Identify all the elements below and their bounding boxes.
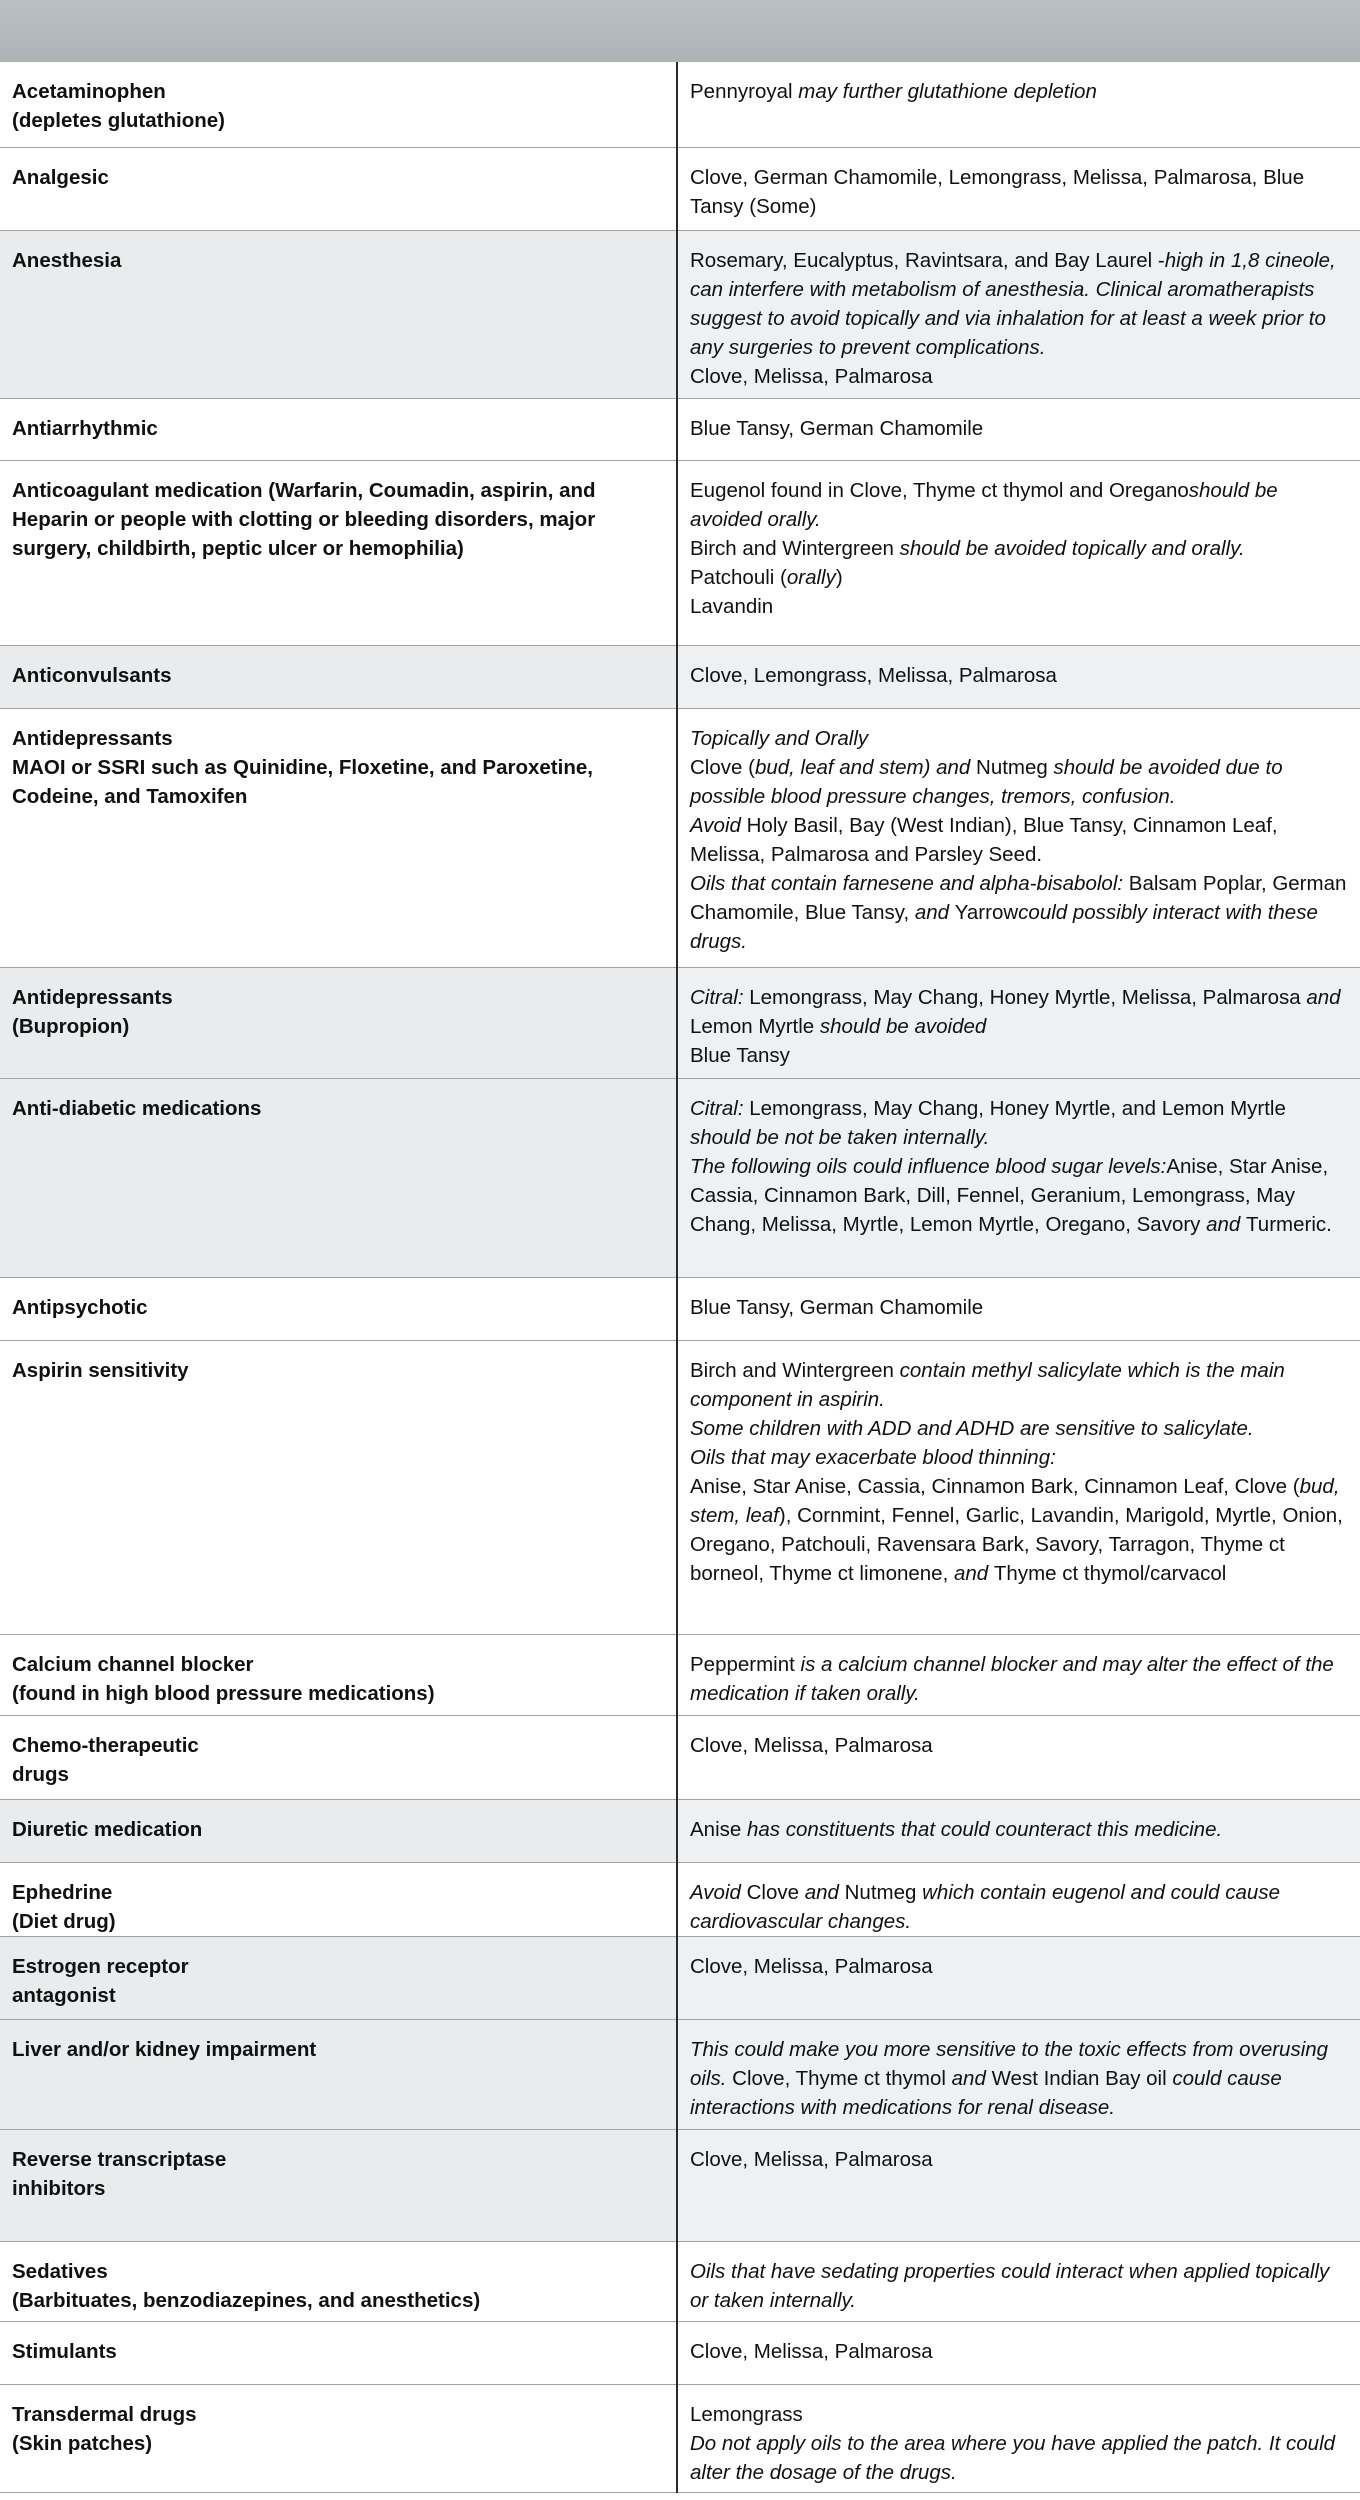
- note-italic-text: Do not apply oils to the area where you have applied the patch. It could alter the dosage of the drugs.: [690, 2431, 1336, 2484]
- interaction-note-cell: [677, 460, 1360, 645]
- interaction-note-cell: [677, 2241, 1360, 2321]
- drug-class-line: (Skin patches): [12, 2431, 153, 2455]
- note-text: Lemongrass, May Chang, Honey Myrtle, and Lemon Myrtle: [749, 1096, 1286, 1120]
- note-text: Holy Basil, Bay (West Indian), Blue Tansy, Cinnamon Leaf, Melissa, Palmarosa and Parsley Seed.: [690, 813, 1278, 866]
- table-row: [0, 398, 1360, 460]
- note-text: ): [835, 565, 843, 589]
- table-row: [0, 1715, 1360, 1799]
- drug-class-line: Anesthesia: [12, 248, 122, 272]
- drug-class-line: antagonist: [12, 1983, 116, 2007]
- interaction-note-cell: [677, 1340, 1360, 1634]
- note-paragraph: [690, 2035, 1348, 2122]
- note-italic-text: Topically and Orally: [690, 726, 869, 750]
- note-text: Thyme ct thymol/carvacol: [993, 1561, 1227, 1585]
- drug-class-line: (Barbituates, benzodiazepines, and anesthetics): [12, 2288, 481, 2312]
- note-italic-text: could possibly interact with these drugs.: [690, 900, 1318, 953]
- note-text: Clove, Melissa, Palmarosa: [690, 2147, 933, 2171]
- note-paragraph: [690, 246, 1348, 362]
- note-text: Peppermint: [690, 1652, 801, 1676]
- drug-class-line: Aspirin sensitivity: [12, 1358, 189, 1382]
- note-paragraph: [690, 2257, 1348, 2315]
- interaction-note-cell: [677, 2321, 1360, 2384]
- table-row: [0, 230, 1360, 398]
- interaction-note-cell: [677, 708, 1360, 967]
- note-paragraph: [690, 77, 1348, 106]
- table-row: [0, 1936, 1360, 2019]
- note-text: ), Cornmint, Fennel, Garlic, Lavandin, Marigold, Myrtle, Onion, Oregano, Patchouli, Ravensara Bark, Savory, Tarragon, Thyme ct borneol, Thyme ct limonene,: [690, 1503, 1343, 1585]
- table-row: [0, 645, 1360, 708]
- drug-class-line: inhibitors: [12, 2176, 106, 2200]
- note-text: Nutmeg: [844, 1880, 923, 1904]
- drug-class-line: Antidepressants: [12, 985, 173, 1009]
- drug-class-line: (Bupropion): [12, 1014, 130, 1038]
- drug-class-cell: [0, 230, 677, 398]
- note-italic-text: This could make you more sensitive to the toxic effects from overusing oils.: [690, 2037, 1329, 2090]
- drug-class-line: Antipsychotic: [12, 1295, 148, 1319]
- note-paragraph: [690, 811, 1348, 869]
- interaction-note-cell: [677, 967, 1360, 1078]
- note-paragraph: [690, 534, 1348, 563]
- note-paragraph: [690, 1650, 1348, 1708]
- drug-class-line: Analgesic: [12, 165, 109, 189]
- drug-class-line: Chemo-therapeutic: [12, 1733, 199, 1757]
- drug-class-cell: [0, 1277, 677, 1340]
- drug-class-line: Antidepressants: [12, 726, 173, 750]
- interaction-note-cell: [677, 1936, 1360, 2019]
- drug-class-cell: [0, 2384, 677, 2492]
- drug-class-line: Liver and/or kidney impairment: [12, 2037, 317, 2061]
- note-text: Clove: [746, 1880, 805, 1904]
- note-italic-text: and: [804, 1880, 845, 1904]
- note-text: Lemon Myrtle: [690, 1014, 820, 1038]
- note-text: Lemongrass, May Chang, Honey Myrtle, Melissa, Palmarosa: [749, 985, 1307, 1009]
- drug-class-line: Transdermal drugs: [12, 2402, 197, 2426]
- drug-class-line: Ephedrine: [12, 1880, 113, 1904]
- interaction-note-cell: [677, 1799, 1360, 1862]
- drug-class-line: Sedatives: [12, 2259, 108, 2283]
- note-paragraph: [690, 2400, 1348, 2429]
- note-paragraph: [690, 2145, 1348, 2174]
- note-italic-text: should be not be taken internally.: [690, 1125, 990, 1149]
- table-row: [0, 147, 1360, 230]
- drug-class-cell: [0, 147, 677, 230]
- drug-class-line: drugs: [12, 1762, 69, 1786]
- note-paragraph: [690, 1878, 1348, 1936]
- note-text: Yarrow: [954, 900, 1019, 924]
- note-paragraph: [690, 362, 1348, 391]
- note-italic-text: has constituents that could counteract this medicine.: [746, 1817, 1223, 1841]
- note-paragraph: [690, 2429, 1348, 2487]
- note-text: Blue Tansy: [690, 1043, 790, 1067]
- interaction-note-cell: [677, 1715, 1360, 1799]
- table-row: [0, 967, 1360, 1078]
- note-paragraph: [690, 414, 1348, 443]
- drug-class-cell: [0, 1340, 677, 1634]
- note-text: Anise, Star Anise, Cassia, Cinnamon Bark, Dill, Fennel, Geranium, Lemongrass, May Chang, Melissa, Myrtle, Lemon Myrtle, Oregano, Savory: [690, 1154, 1329, 1236]
- drug-class-cell: [0, 967, 677, 1078]
- note-italic-text: is a calcium channel blocker and may alter the effect of the medication if taken orally.: [690, 1652, 1334, 1705]
- note-italic-text: and: [914, 900, 955, 924]
- drug-class-cell: [0, 2019, 677, 2129]
- note-italic-text: should be avoided due to possible blood pressure changes, tremors, confusion.: [690, 755, 1283, 808]
- table-body: [0, 62, 1360, 2492]
- note-italic-text: which contain eugenol and could cause cardiovascular changes.: [690, 1880, 1280, 1933]
- note-paragraph: [690, 753, 1348, 811]
- note-text: Anise: [690, 1817, 747, 1841]
- interaction-note-cell: [677, 645, 1360, 708]
- interaction-note-cell: [677, 2129, 1360, 2241]
- note-paragraph: [690, 592, 1348, 621]
- note-paragraph: [690, 1472, 1348, 1588]
- note-text: Clove, Melissa, Palmarosa: [690, 1733, 933, 1757]
- note-paragraph: [690, 869, 1348, 956]
- drug-class-line: Reverse transcriptase: [12, 2147, 227, 2171]
- drug-class-line: MAOI or SSRI such as Quinidine, Floxetine, and Paroxetine, Codeine, and Tamoxifen: [12, 755, 593, 808]
- note-italic-text: should be avoided topically and orally.: [899, 536, 1245, 560]
- interaction-note-cell: [677, 2019, 1360, 2129]
- drug-class-cell: [0, 1715, 677, 1799]
- table-row: [0, 460, 1360, 645]
- note-text: Eugenol found in Clove, Thyme ct thymol and Oregano: [690, 478, 1189, 502]
- table-row: [0, 708, 1360, 967]
- note-text: Pennyroyal: [690, 80, 799, 103]
- interaction-note-cell: [677, 62, 1360, 147]
- table-row: [0, 2321, 1360, 2384]
- drug-class-line: Stimulants: [12, 2339, 117, 2363]
- drug-class-cell: [0, 645, 677, 708]
- drug-class-cell: [0, 2129, 677, 2241]
- note-paragraph: [690, 1152, 1348, 1239]
- note-text: Birch and Wintergreen: [690, 536, 900, 560]
- note-paragraph: [690, 1414, 1348, 1443]
- note-text: Blue Tansy, German Chamomile: [690, 1295, 984, 1319]
- note-text: West Indian Bay oil: [991, 2066, 1173, 2090]
- note-italic-text: and: [1206, 1212, 1247, 1236]
- note-paragraph: [690, 1356, 1348, 1414]
- note-paragraph: [690, 1443, 1348, 1472]
- drug-class-line: Anticoagulant medication (Warfarin, Coumadin, aspirin, and Heparin or people with clotting or bleeding disorders, major surgery, childbirth, peptic ulcer or hemophilia): [12, 478, 596, 560]
- note-italic-text: and: [951, 2066, 992, 2090]
- interaction-note-cell: [677, 147, 1360, 230]
- drug-class-cell: [0, 2241, 677, 2321]
- note-paragraph: [690, 1293, 1348, 1322]
- note-paragraph: [690, 1731, 1348, 1760]
- table-row: [0, 2384, 1360, 2492]
- note-italic-text: orally: [786, 565, 836, 589]
- note-paragraph: [690, 476, 1348, 534]
- note-italic-text: should be avoided: [819, 1014, 987, 1038]
- drug-interaction-table: [0, 62, 1360, 2493]
- drug-class-line: (Diet drug): [12, 1909, 116, 1933]
- note-text: Lavandin: [690, 594, 774, 618]
- note-italic-text: Citral:: [690, 985, 750, 1009]
- drug-class-cell: [0, 398, 677, 460]
- table-row: [0, 2019, 1360, 2129]
- note-text: Patchouli (: [690, 565, 787, 589]
- note-italic-text: Avoid: [690, 813, 747, 837]
- note-paragraph: [690, 2337, 1348, 2366]
- drug-class-line: (found in high blood pressure medications): [12, 1681, 435, 1705]
- note-paragraph: [690, 1952, 1348, 1981]
- note-italic-text: bud, leaf and stem) and: [754, 755, 977, 779]
- note-text: Clove, Melissa, Palmarosa: [690, 364, 933, 388]
- drug-class-line: Antiarrhythmic: [12, 416, 158, 440]
- note-paragraph: [690, 1815, 1348, 1844]
- drug-class-cell: [0, 708, 677, 967]
- note-italic-text: Citral:: [690, 1096, 750, 1120]
- note-italic-text: contain methyl salicylate which is the main component in aspirin.: [690, 1358, 1285, 1411]
- interaction-note-cell: [677, 1862, 1360, 1936]
- interaction-note-cell: [677, 1078, 1360, 1277]
- drug-class-cell: [0, 1078, 677, 1277]
- note-text: Clove, Lemongrass, Melissa, Palmarosa: [690, 663, 1057, 687]
- table-row: [0, 1634, 1360, 1715]
- drug-class-line: Acetaminophen: [12, 80, 166, 103]
- note-text: Clove, German Chamomile, Lemongrass, Melissa, Palmarosa, Blue Tansy (Some): [690, 165, 1305, 218]
- drug-class-cell: [0, 62, 677, 147]
- table-row: [0, 1277, 1360, 1340]
- drug-class-cell: [0, 1799, 677, 1862]
- table-row: [0, 1078, 1360, 1277]
- note-text: Lemongrass: [690, 2402, 803, 2426]
- note-text: Birch and Wintergreen: [690, 1358, 900, 1382]
- note-paragraph: [690, 983, 1348, 1041]
- table-header-bar: [0, 0, 1360, 62]
- interaction-note-cell: [677, 1634, 1360, 1715]
- table-row: [0, 62, 1360, 147]
- note-italic-text: Oils that contain farnesene and alpha-bisabolol:: [690, 871, 1129, 895]
- note-italic-text: may further glutathione depletion: [798, 80, 1097, 103]
- drug-class-cell: [0, 1862, 677, 1936]
- table-row: [0, 2241, 1360, 2321]
- note-italic-text: should be avoided orally.: [690, 478, 1278, 531]
- note-italic-text: Oils that have sedating properties could interact when applied topically or taken internally.: [690, 2259, 1330, 2312]
- note-italic-text: could cause interactions with medications for renal disease.: [690, 2066, 1282, 2119]
- note-paragraph: [690, 661, 1348, 690]
- interaction-note-cell: [677, 230, 1360, 398]
- note-text: Clove, Melissa, Palmarosa: [690, 2339, 933, 2363]
- interaction-note-cell: [677, 398, 1360, 460]
- note-text: Balsam Poplar, German Chamomile, Blue Tansy,: [690, 871, 1347, 924]
- note-italic-text: Oils that may exacerbate blood thinning:: [690, 1445, 1056, 1469]
- note-italic-text: Some children with ADD and ADHD are sensitive to salicylate.: [690, 1416, 1254, 1440]
- drug-class-cell: [0, 460, 677, 645]
- drug-class-line: Anti-diabetic medications: [12, 1096, 262, 1120]
- drug-class-cell: [0, 2321, 677, 2384]
- drug-class-cell: [0, 1634, 677, 1715]
- note-text: Anise, Star Anise, Cassia, Cinnamon Bark, Cinnamon Leaf, Clove (: [690, 1474, 1300, 1498]
- interaction-note-cell: [677, 2384, 1360, 2492]
- note-italic-text: and: [1306, 985, 1341, 1009]
- note-text: Rosemary, Eucalyptus, Ravintsara, and Bay Laurel -: [690, 248, 1165, 272]
- note-text: Blue Tansy, German Chamomile: [690, 416, 984, 440]
- note-text: Clove (: [690, 755, 755, 779]
- drug-class-line: Anticonvulsants: [12, 663, 172, 687]
- note-text: Clove, Melissa, Palmarosa: [690, 1954, 933, 1978]
- note-paragraph: [690, 1041, 1348, 1070]
- table-row: [0, 1340, 1360, 1634]
- table-row: [0, 1862, 1360, 1936]
- note-italic-text: and: [953, 1561, 994, 1585]
- note-paragraph: [690, 563, 1348, 592]
- drug-class-line: Calcium channel blocker: [12, 1652, 254, 1676]
- note-text: Nutmeg: [976, 755, 1054, 779]
- note-paragraph: [690, 1094, 1348, 1152]
- note-paragraph: [690, 724, 1348, 753]
- note-text: Turmeric.: [1246, 1212, 1332, 1236]
- drug-class-cell: [0, 1936, 677, 2019]
- note-italic-text: Avoid: [690, 1880, 747, 1904]
- note-italic-text: bud, stem, leaf: [690, 1474, 1340, 1527]
- note-text: Clove, Thyme ct thymol: [732, 2066, 952, 2090]
- drug-class-line: Diuretic medication: [12, 1817, 203, 1841]
- interaction-note-cell: [677, 1277, 1360, 1340]
- table-row: [0, 2129, 1360, 2241]
- table-row: [0, 1799, 1360, 1862]
- note-italic-text: high in 1,8 cineole, can interfere with metabolism of anesthesia. Clinical aromatherapists suggest to avoid topically and via inhalation for at least a week prior to any surgeries to prevent complications.: [690, 248, 1336, 359]
- note-italic-text: The following oils could influence blood sugar levels:: [690, 1154, 1167, 1178]
- note-paragraph: [690, 163, 1348, 221]
- drug-class-line: Estrogen receptor: [12, 1954, 189, 1978]
- drug-class-line: (depletes glutathione): [12, 109, 225, 132]
